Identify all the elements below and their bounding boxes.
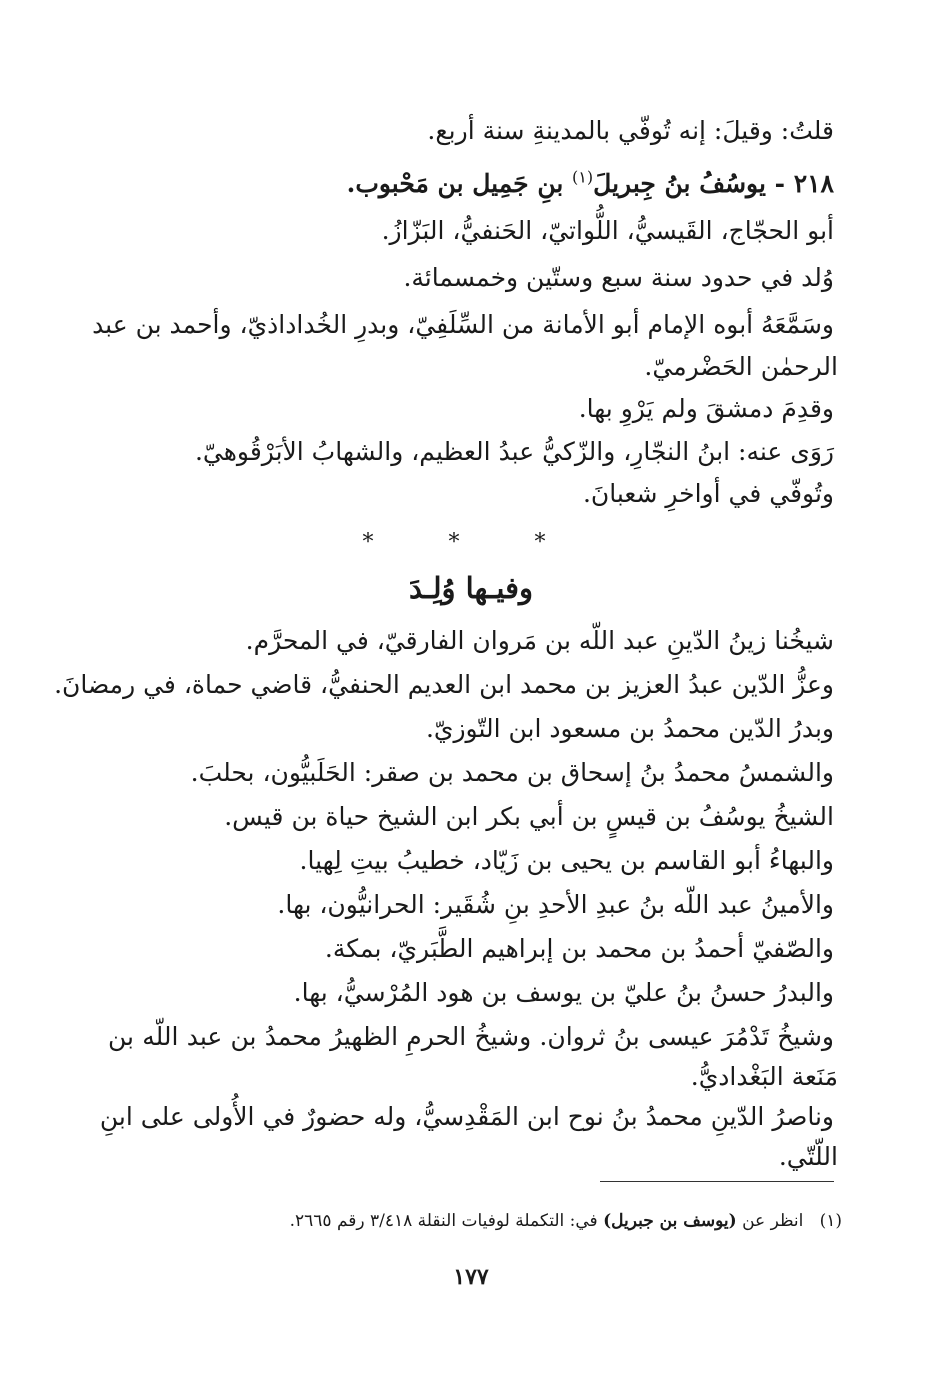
- text-line: وعزُّ الدّين عبدُ العزيز بن محمد ابن العديم الحنفيُّ، قاضي حماة، في رمضانَ.: [54, 670, 834, 699]
- text-line: وشيخُ تَدْمُرَ عيسى بنُ ثروان. وشيخُ الحرمِ الظهيرُ محمدُ بن عبد اللّه بن: [108, 1022, 834, 1051]
- text-line: مَنَعة البَغْداديُّ.: [690, 1062, 838, 1091]
- text-line: رَوَى عنه: ابنُ النجّارِ، والزّكيُّ عبدُ العظيم، والشهابُ الأبَرْقُوهيّ.: [194, 437, 834, 466]
- text-line: والبدرُ حسنُ بنُ عليّ بن يوسف بن هود المُرْسيُّ، بها.: [293, 978, 834, 1007]
- footnote-reference: (١): [572, 167, 594, 187]
- section-separator: * * *: [362, 530, 580, 555]
- entry-lineage: بنِ جَمِيل بن مَحْبوب.: [346, 169, 564, 198]
- footnote-source: في: التكملة لوفيات النقلة ٣/٤١٨ رقم ٢٦٦٥.: [289, 1211, 598, 1231]
- text-line: الشيخُ يوسُفُ بن قيسٍ بن أبي بكر ابن الشيخ حياة بن قيس.: [224, 802, 834, 831]
- text-line: وناصرُ الدّينِ محمدُ بنُ نوح ابن المَقْدِسيُّ، وله حضورٌ في الأُولى على ابنِ: [99, 1102, 834, 1131]
- footnote-prefix: انظر عن: [742, 1211, 804, 1231]
- footnote-marker: (١): [819, 1211, 842, 1231]
- footnote: [290, 1208, 842, 1234]
- page-number: ١٧٧: [453, 1264, 489, 1290]
- text-line: قلتُ: وقيلَ: إنه تُوفّي بالمدينةِ سنة أربع.: [427, 116, 834, 145]
- footnote-rule: [600, 1181, 834, 1182]
- text-line: وسَمَّعَهُ أبوه الإمام أبو الأمانة من السِّلَفِيّ، وبدرِ الخُداداذيّ، وأحمد بن عبد: [92, 310, 834, 339]
- text-line: وبدرُ الدّين محمدُ بن مسعود ابن التّوزيّ.: [425, 714, 834, 743]
- entry-number-name: ٢١٨ - يوسُفُ بنُ جِبريلَ: [593, 169, 834, 198]
- text-line: وقدِمَ دمشقَ ولم يَرْوِ بها.: [578, 394, 834, 423]
- entry-heading: [347, 167, 834, 201]
- section-title: وفيـها وُلِـدَ: [409, 571, 533, 605]
- text-line: والبهاءُ أبو القاسم بن يحيى بن زَيّاد، خطيبُ بيتِ لِهيا.: [299, 846, 834, 875]
- text-line: وتُوفّي في أواخرِ شعبانَ.: [582, 479, 834, 508]
- text-line: والشمسُ محمدُ بنُ إسحاق بن محمد بن صقر: الحَلَبيُّون، بحلبَ.: [190, 758, 834, 787]
- text-line: والصّفيّ أحمدُ بن محمد بن إبراهيم الطَّبَريّ، بمكة.: [324, 934, 834, 963]
- footnote-subject: (يوسف بن جبريل): [603, 1211, 737, 1231]
- text-line: والأمينُ عبد اللّه بنُ عبدِ الأحدِ بنِ شُقَير: الحرانيُّون، بها.: [277, 890, 834, 919]
- text-line: الرحمٰن الحَضْرميّ.: [644, 352, 838, 381]
- text-line: وُلد في حدود سنة سبع وستّين وخمسمائة.: [403, 263, 834, 292]
- text-line: أبو الحجّاج، القَيسيُّ، اللُّواتيّ، الحَنفيُّ، البَزّازُ.: [381, 216, 834, 245]
- text-line: شيخُنا زينُ الدّينِ عبد اللّه بن مَروان الفارقيّ، في المحرَّم.: [245, 626, 834, 655]
- text-line: اللّتّي.: [778, 1142, 838, 1171]
